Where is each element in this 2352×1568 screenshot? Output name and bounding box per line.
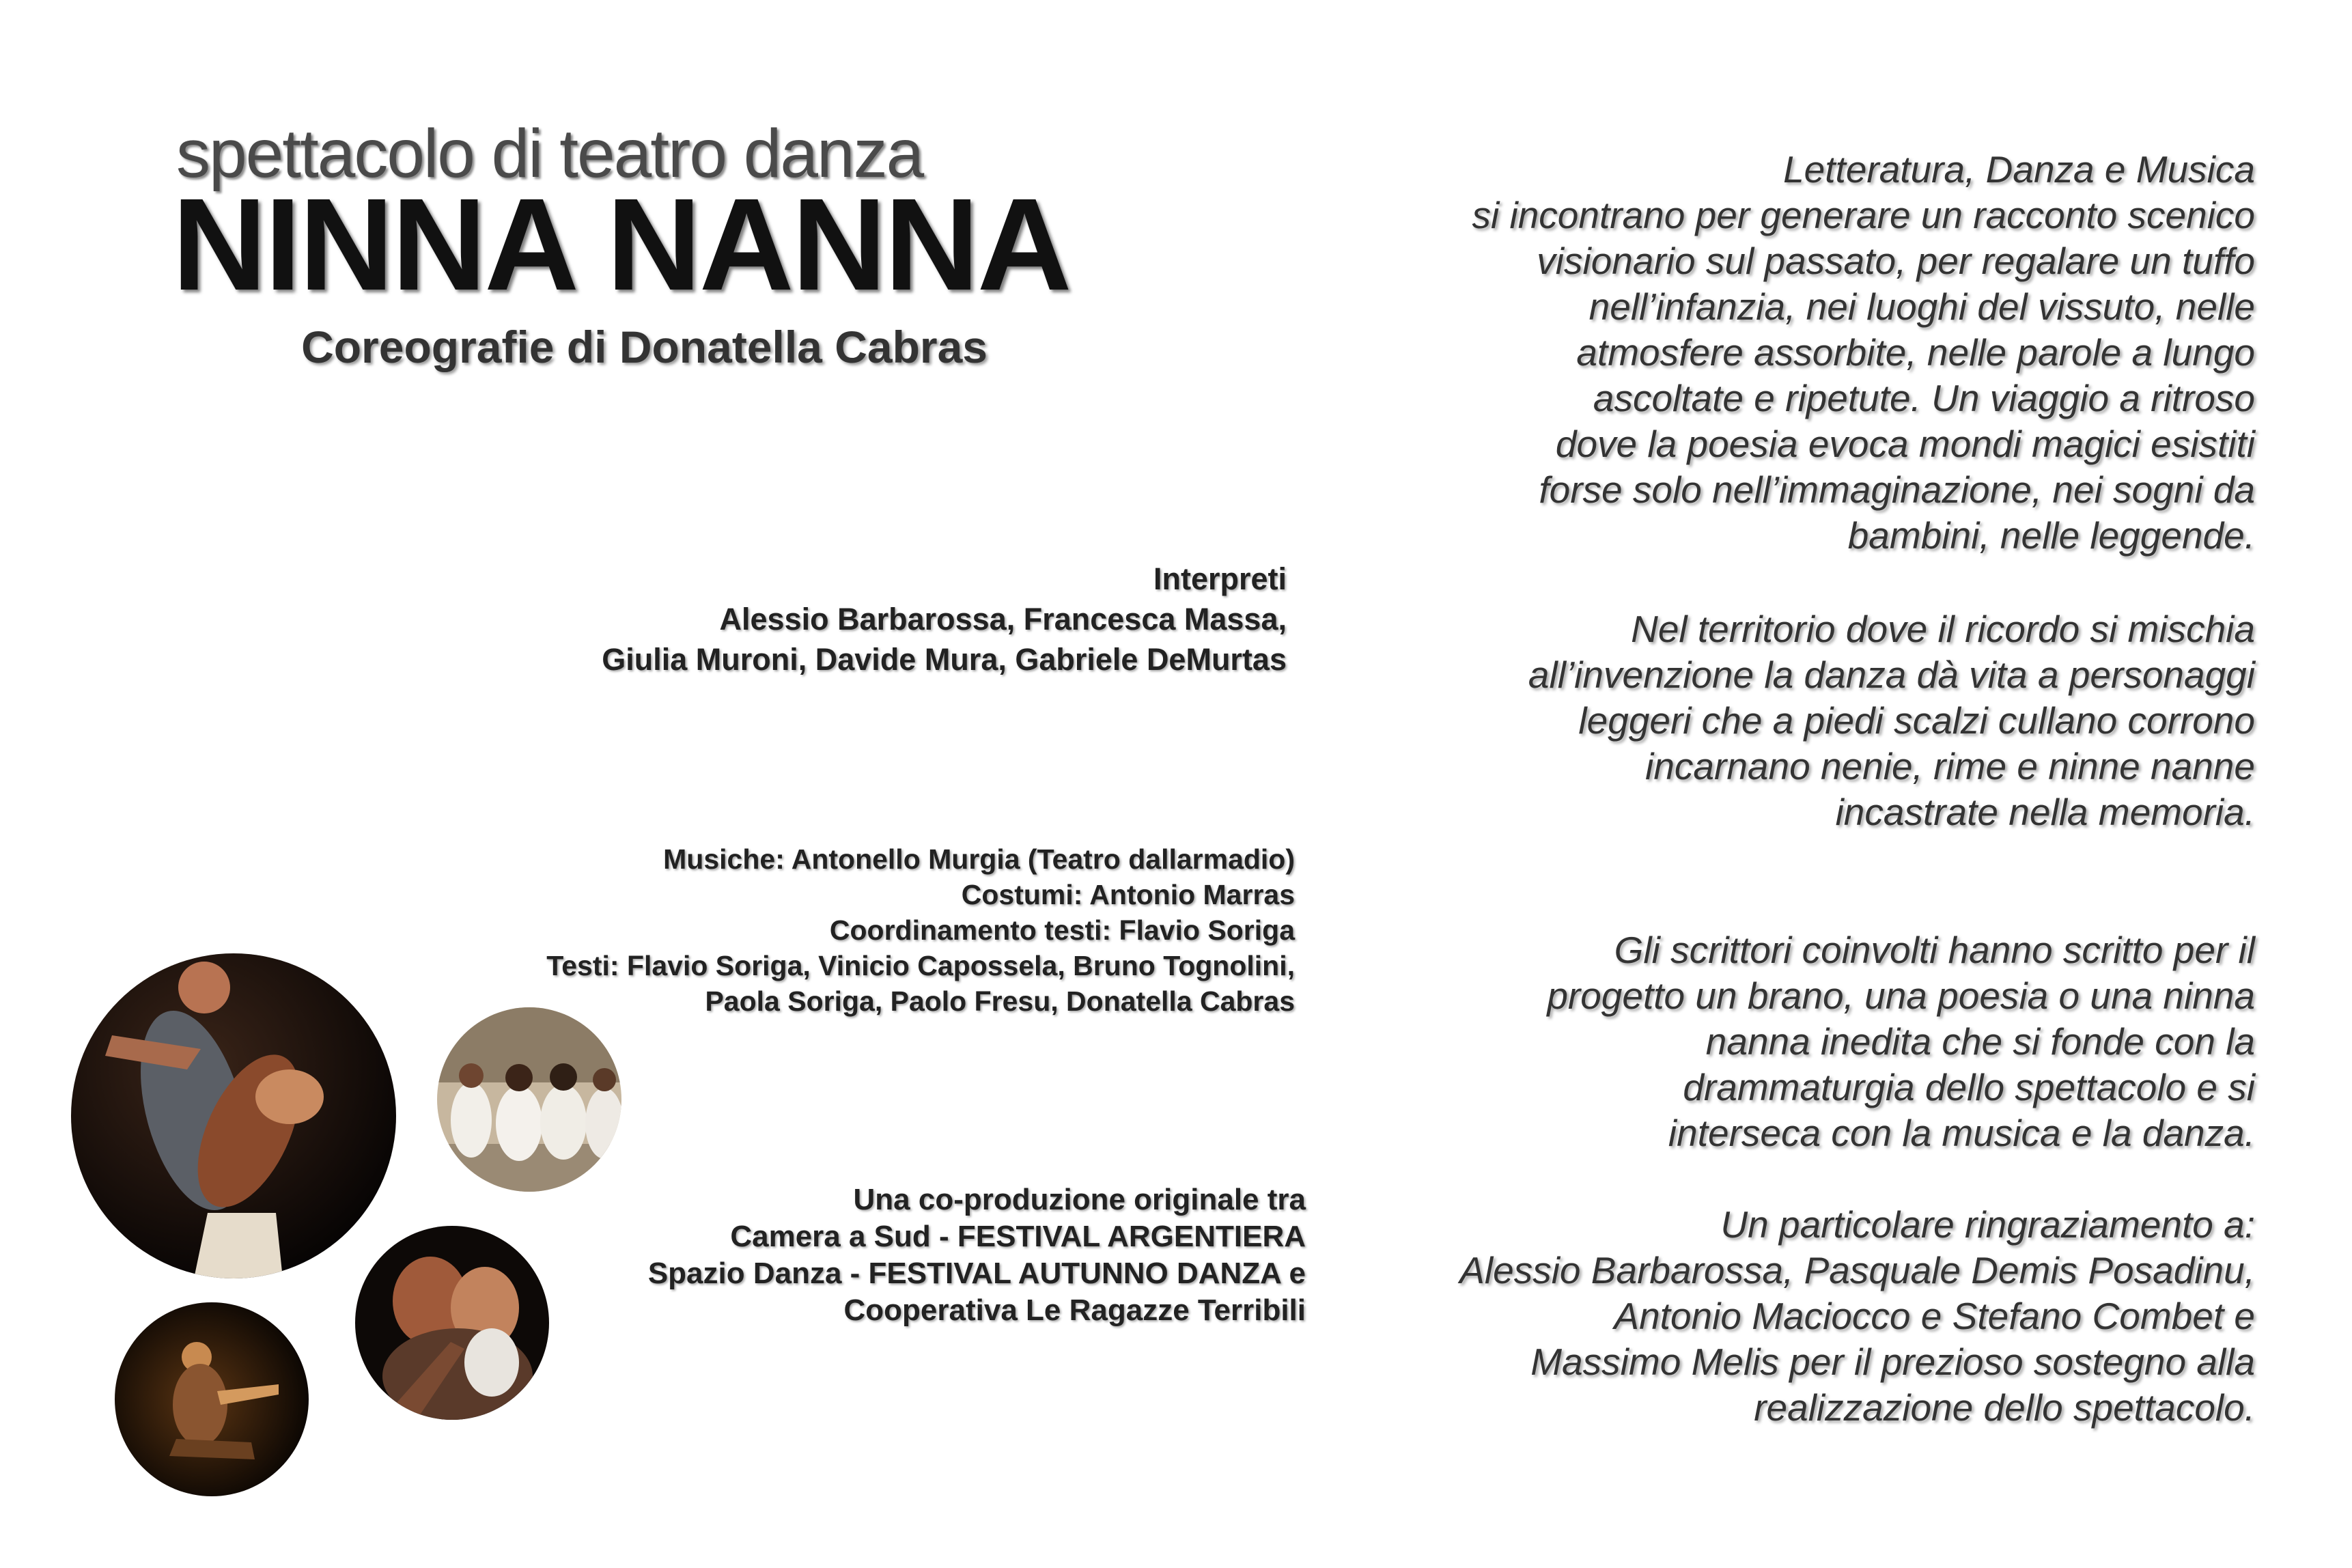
description-line: Un particolare ringraziamento a: xyxy=(1720,1203,2255,1246)
interpreters-block xyxy=(602,559,1287,680)
coproduction-line: Cooperativa Le Ragazze Terribili xyxy=(843,1293,1306,1327)
description-paragraph-1 xyxy=(1472,147,2255,559)
crew-line: Musiche: Antonello Murgia (Teatro dallarmadio) xyxy=(663,843,1295,875)
description-line: Gli scrittori coinvolti hanno scritto per il xyxy=(1614,929,2255,971)
crew-line: Paola Soriga, Paolo Fresu, Donatella Cabras xyxy=(705,985,1295,1017)
show-subtitle: spettacolo di teatro danza xyxy=(176,115,923,192)
crew-line: Testi: Flavio Soriga, Vinicio Capossela, Bruno Tognolini, xyxy=(546,950,1295,981)
description-line: ascoltate e ripetute. Un viaggio a ritroso xyxy=(1593,377,2255,419)
interpreters-line: Alessio Barbarossa, Francesca Massa, xyxy=(719,602,1287,636)
description-line: progetto un brano, una poesia o una ninna xyxy=(1547,975,2255,1017)
description-line: Antonio Maciocco e Stefano Combet e xyxy=(1614,1295,2255,1337)
description-line: nanna inedita che si fonde con la xyxy=(1705,1020,2255,1063)
group-seated-photo xyxy=(437,1007,621,1192)
coproduction-block xyxy=(648,1181,1306,1329)
coproduction-line: Camera a Sud - FESTIVAL ARGENTIERA xyxy=(730,1220,1306,1253)
description-line: Nel territorio dove il ricordo si mischia xyxy=(1631,608,2255,650)
description-paragraph-2 xyxy=(1528,606,2255,835)
acknowledgements-paragraph xyxy=(1459,1202,2255,1431)
description-line: incarnano nenie, rime e ninne nanne xyxy=(1645,745,2255,787)
description-line: atmosfere assorbite, nelle parole a lungo xyxy=(1576,331,2255,374)
description-line: Alessio Barbarossa, Pasquale Demis Posadinu, xyxy=(1459,1249,2255,1291)
description-paragraph-3 xyxy=(1547,927,2255,1156)
description-line: nell’infanzia, nei luoghi del vissuto, nelle xyxy=(1588,285,2255,328)
description-line: all’invenzione la danza dà vita a personaggi xyxy=(1528,654,2255,696)
description-line: visionario sul passato, per regalare un tuffo xyxy=(1537,240,2255,282)
dancers-embrace-photo xyxy=(71,953,396,1278)
description-line: leggeri che a piedi scalzi cullano corrono xyxy=(1578,699,2255,742)
coproduction-line: Una co-produzione originale tra xyxy=(853,1183,1306,1216)
crew-line: Costumi: Antonio Marras xyxy=(961,879,1295,910)
interpreters-heading: Interpreti xyxy=(1153,561,1287,596)
description-line: incastrate nella memoria. xyxy=(1835,791,2255,833)
crew-line: Coordinamento testi: Flavio Soriga xyxy=(829,914,1295,946)
description-line: dove la poesia evoca mondi magici esistiti xyxy=(1555,423,2255,465)
duo-close-photo xyxy=(355,1226,549,1420)
description-line: si incontrano per generare un racconto scenico xyxy=(1472,194,2255,236)
crew-credits-block xyxy=(546,841,1295,1019)
description-line: Letteratura, Danza e Musica xyxy=(1783,148,2255,191)
description-line: bambini, nelle leggende. xyxy=(1847,514,2255,557)
description-line: forse solo nell’immaginazione, nei sogni da xyxy=(1539,468,2255,511)
description-line: Massimo Melis per il prezioso sostegno alla xyxy=(1530,1341,2255,1383)
show-title: NINNA NANNA xyxy=(172,171,1070,318)
interpreters-line: Giulia Muroni, Davide Mura, Gabriele DeMurtas xyxy=(602,642,1287,677)
description-line: interseca con la musica e la danza. xyxy=(1668,1112,2255,1154)
description-line: realizzazione dello spettacolo. xyxy=(1754,1386,2255,1429)
description-line: drammaturgia dello spettacolo e si xyxy=(1683,1066,2255,1108)
coproduction-line: Spazio Danza - FESTIVAL AUTUNNO DANZA e xyxy=(647,1257,1306,1290)
choreography-credit: Coreografie di Donatella Cabras xyxy=(301,322,988,372)
seated-dancer-photo xyxy=(115,1302,309,1496)
